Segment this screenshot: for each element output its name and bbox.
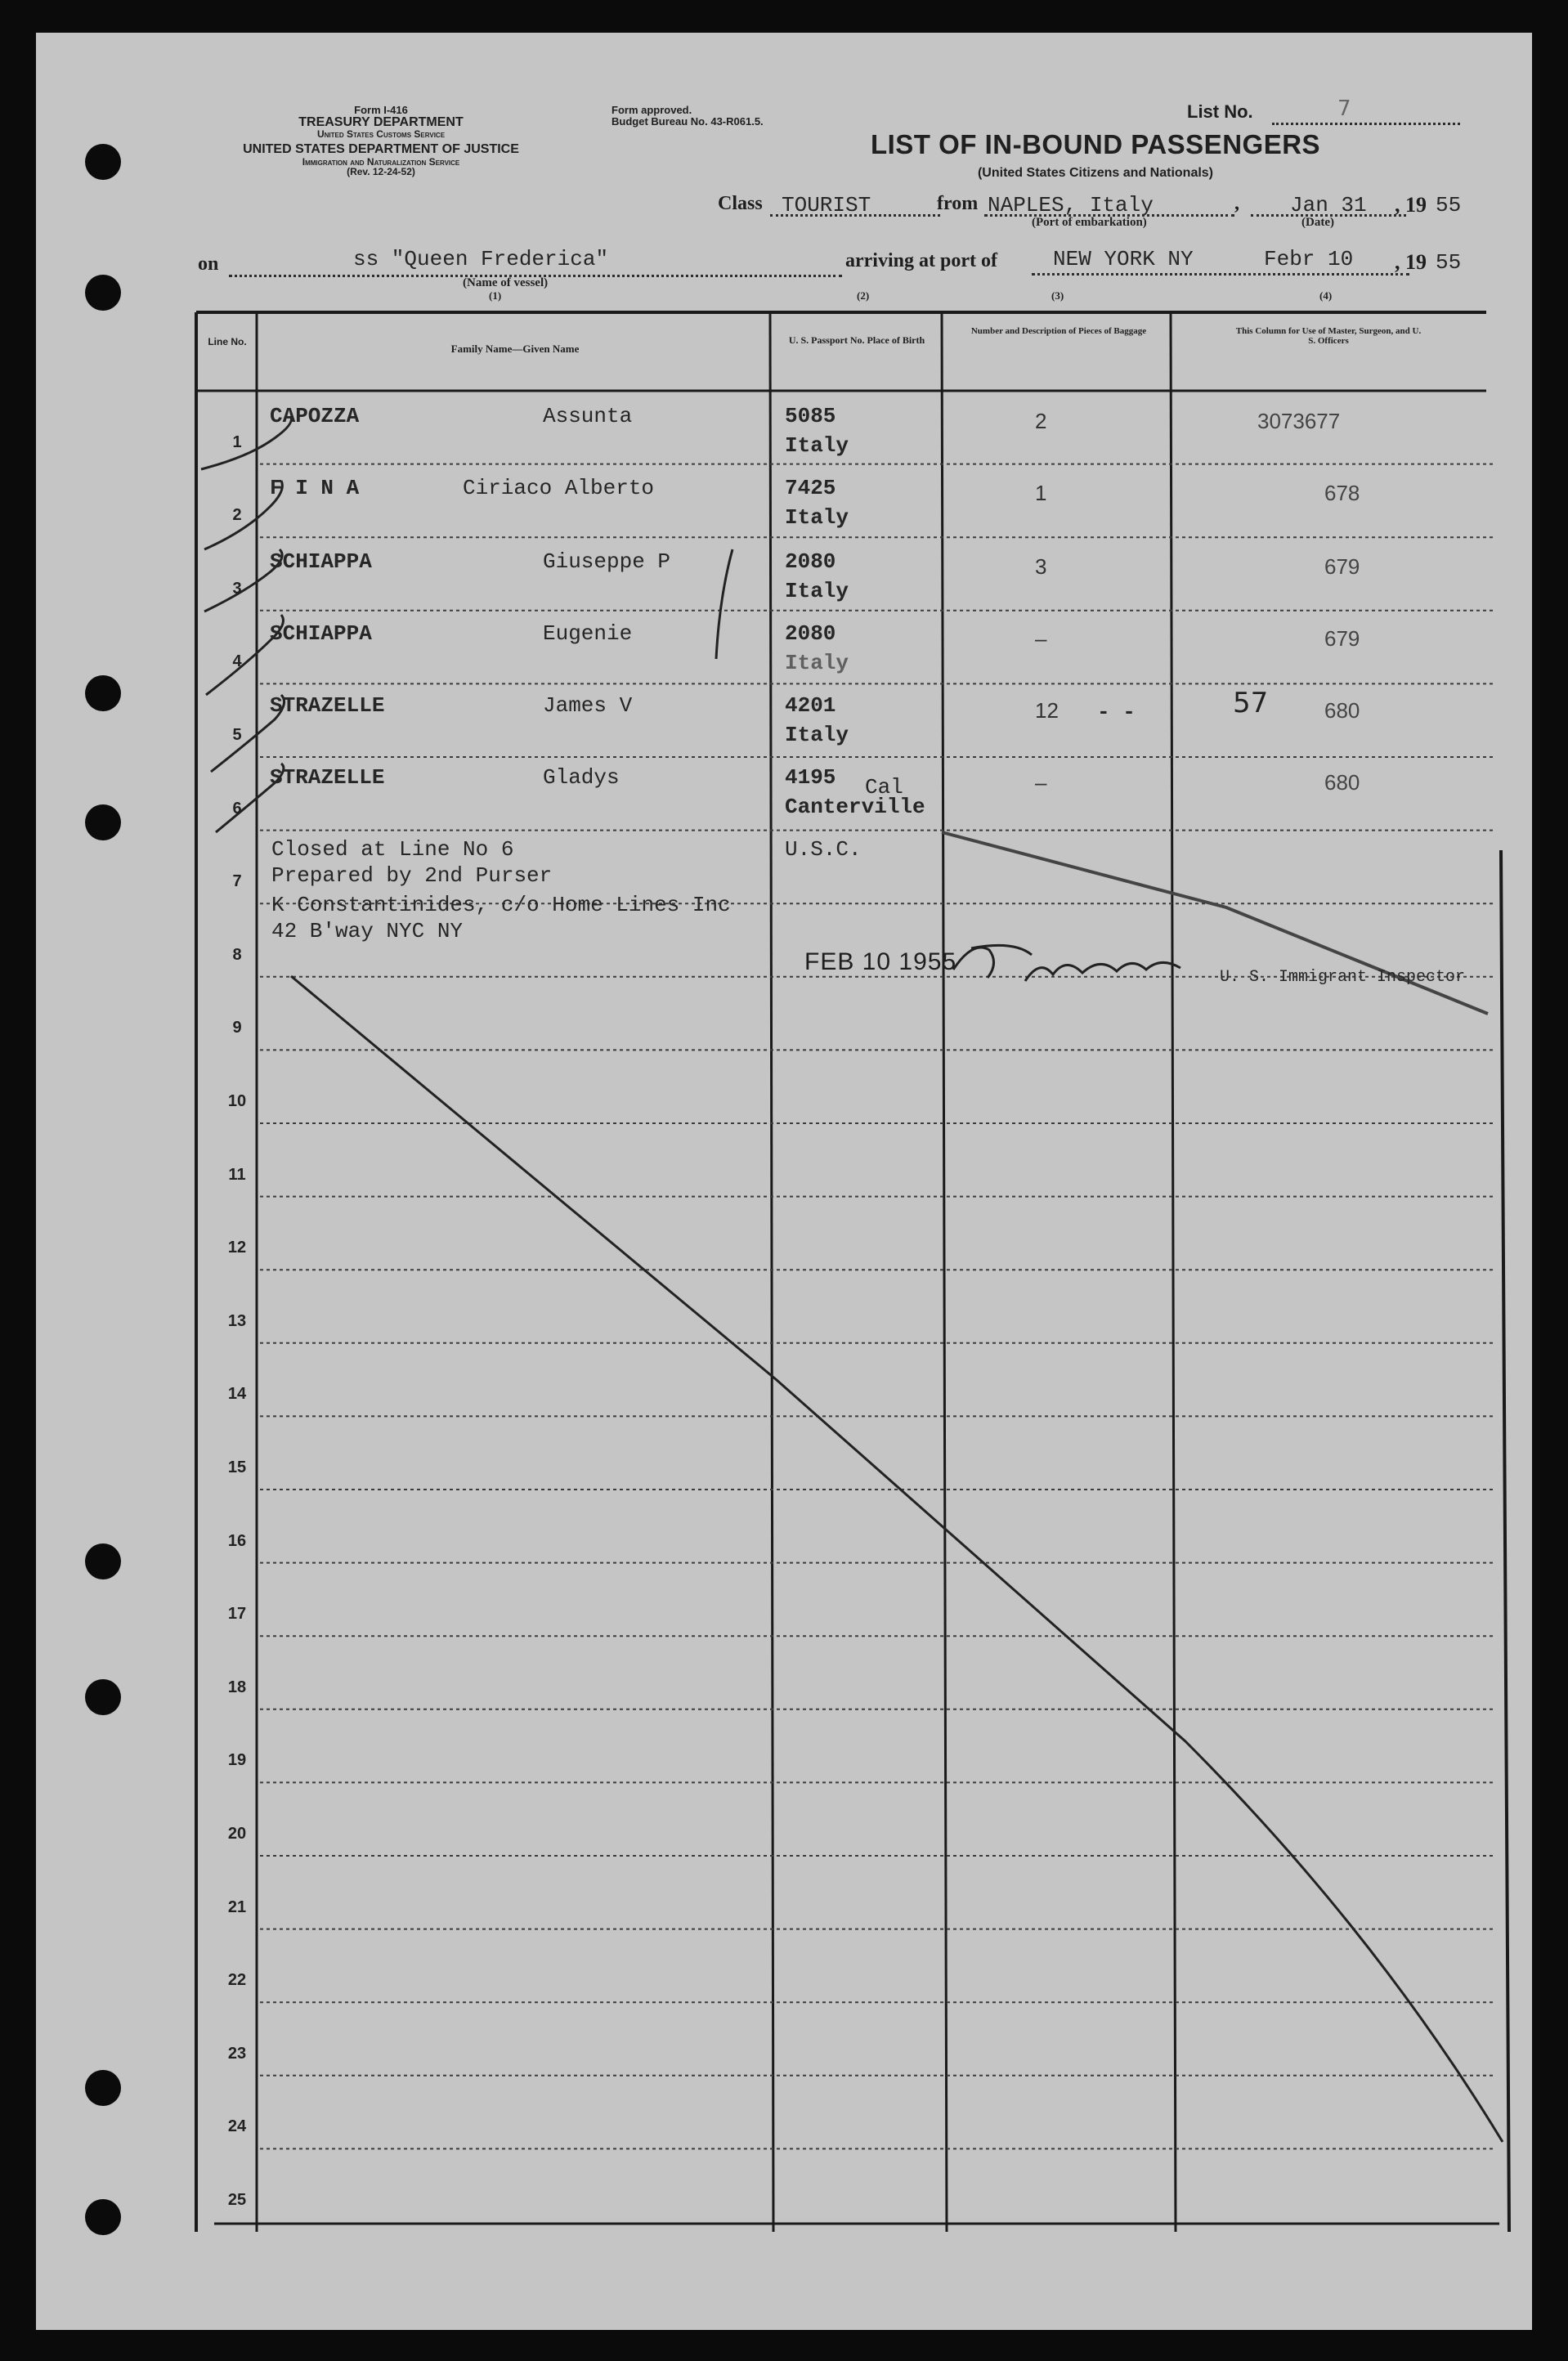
passport-number: 4201 xyxy=(785,693,836,718)
on-label: on xyxy=(198,253,219,275)
usc-note: U.S.C. xyxy=(785,837,862,862)
department: TREASURY DEPARTMENT xyxy=(298,114,464,129)
purser-note: K Constantinides, c/o Home Lines Inc xyxy=(271,893,731,917)
officer-number: 680 xyxy=(1324,698,1360,723)
page-subtitle: (United States Citizens and Nationals) xyxy=(977,166,1214,180)
budget-bureau: Budget Bureau No. 43-R061.5. xyxy=(612,114,764,128)
line-number: 16 xyxy=(227,1531,247,1550)
line-number: 7 xyxy=(232,872,242,891)
header-passport: U. S. Passport No. Place of Birth xyxy=(788,334,925,346)
departure-date: Jan 31 xyxy=(1290,193,1367,217)
family-name: F I N A xyxy=(270,476,360,500)
family-name: SCHIAPPA xyxy=(270,621,372,646)
vessel-name: ss "Queen Frederica" xyxy=(353,247,609,271)
form-approved: Form approved. xyxy=(612,104,692,116)
birth-state-note: Cal xyxy=(865,775,903,800)
place-of-birth: Italy xyxy=(785,723,849,747)
line-number: 5 xyxy=(232,726,242,744)
class-value: TOURIST xyxy=(782,193,871,217)
year-value: 55 xyxy=(1436,193,1462,217)
line-number: 19 xyxy=(227,1751,247,1770)
line-number: 6 xyxy=(232,799,242,818)
place-of-birth: Canterville xyxy=(785,795,925,819)
line-number: 2 xyxy=(232,506,242,525)
passport-number: 7425 xyxy=(785,476,836,500)
inspector-title: U. S. Immigrant Inspector xyxy=(1220,968,1466,987)
justice-department: UNITED STATES DEPARTMENT OF JUSTICE xyxy=(243,142,519,157)
list-no-value: 7 xyxy=(1337,96,1351,121)
header-name: Family Name—Given Name xyxy=(450,343,580,355)
arrival-year: 55 xyxy=(1436,250,1462,275)
line-number: 4 xyxy=(232,652,242,671)
passport-number: 2080 xyxy=(785,621,836,646)
baggage-dashes: - - xyxy=(1097,700,1136,724)
family-name: CAPOZZA xyxy=(270,404,360,428)
header-line-no: Line No. xyxy=(208,336,247,347)
inspector-signature xyxy=(956,932,1100,974)
ins-service: Immigration and Naturalization Service xyxy=(302,155,460,168)
line-number: 10 xyxy=(227,1092,247,1110)
officer-number: 679 xyxy=(1324,554,1360,579)
line-number: 15 xyxy=(227,1458,247,1476)
place-of-birth: Italy xyxy=(785,579,849,603)
line-number: 11 xyxy=(228,1165,246,1184)
family-name: SCHIAPPA xyxy=(270,549,372,574)
line-number: 21 xyxy=(227,1897,247,1916)
customs-service: United States Customs Service xyxy=(316,128,446,141)
line-number: 23 xyxy=(227,2044,247,2063)
line-number: 20 xyxy=(227,1825,247,1843)
given-name: Assunta xyxy=(543,404,633,428)
arrival-date: Febr 10 xyxy=(1264,247,1354,271)
officer-number: 3073677 xyxy=(1257,409,1341,433)
line-number: 9 xyxy=(232,1019,242,1037)
line-number: 12 xyxy=(227,1239,247,1257)
baggage-count: 12 xyxy=(1035,698,1059,723)
line-number: 17 xyxy=(227,1605,247,1624)
place-of-birth: Italy xyxy=(785,505,849,530)
line-number: 18 xyxy=(227,1678,247,1696)
given-name: Gladys xyxy=(543,765,620,790)
handwritten-count: 57 xyxy=(1233,687,1269,719)
line-number: 3 xyxy=(232,579,242,598)
officer-number: 679 xyxy=(1324,626,1360,651)
list-no-label: List No. xyxy=(1187,101,1253,122)
given-name: Ciriaco Alberto xyxy=(463,476,655,500)
line-number: 22 xyxy=(227,1971,247,1990)
line-number: 25 xyxy=(227,2191,247,2209)
family-name: STRAZELLE xyxy=(270,765,385,790)
line-number: 1 xyxy=(232,432,242,451)
arriving-label: arriving at port of xyxy=(845,250,997,271)
officer-number: 680 xyxy=(1324,770,1360,795)
vessel-caption: (Name of vessel) xyxy=(463,276,549,289)
header-baggage: Number and Description of Pieces of Baggage xyxy=(970,326,1147,336)
header-officers: This Column for Use of Master, Surgeon, and U. S. Officers xyxy=(1235,326,1422,346)
port-caption: (Port of embarkation) xyxy=(1032,216,1147,229)
year-prefix: , 19 xyxy=(1395,193,1427,217)
revision: (Rev. 12-24-52) xyxy=(347,166,415,178)
passport-number: 5085 xyxy=(785,404,836,428)
place-of-birth: Italy xyxy=(785,433,849,458)
port-of-embarkation: NAPLES, Italy xyxy=(988,193,1154,217)
arrival-port: NEW YORK NY xyxy=(1053,247,1194,271)
family-name: STRAZELLE xyxy=(270,693,385,718)
line-number: 13 xyxy=(227,1311,247,1330)
inspection-date-stamp: FEB 10 1955 xyxy=(804,948,957,975)
from-label: from xyxy=(937,193,979,214)
closed-note: Closed at Line No 6 xyxy=(271,837,514,862)
line-number: 14 xyxy=(227,1385,247,1404)
baggage-count: 1 xyxy=(1035,481,1047,505)
baggage-count: – xyxy=(1035,626,1047,651)
given-name: Eugenie xyxy=(543,621,633,646)
baggage-count: 2 xyxy=(1035,409,1047,433)
address-note: 42 B'way NYC NY xyxy=(271,919,464,943)
given-name: James V xyxy=(543,693,633,718)
prepared-note: Prepared by 2nd Purser xyxy=(271,863,553,888)
given-name: Giuseppe P xyxy=(543,549,671,574)
passport-number: 2080 xyxy=(785,549,836,574)
page-title: LIST OF IN-BOUND PASSENGERS xyxy=(870,129,1321,159)
baggage-count: – xyxy=(1035,770,1047,795)
baggage-count: 3 xyxy=(1035,554,1047,579)
line-number: 8 xyxy=(232,945,242,964)
officer-number: 678 xyxy=(1324,481,1360,505)
place-of-birth: Italy xyxy=(785,651,849,675)
passport-number: 4195 xyxy=(785,765,836,790)
date-caption: (Date) xyxy=(1301,216,1334,229)
line-number: 24 xyxy=(227,2117,247,2136)
form-number: Form I-416 xyxy=(354,104,408,116)
class-label: Class xyxy=(718,193,763,214)
